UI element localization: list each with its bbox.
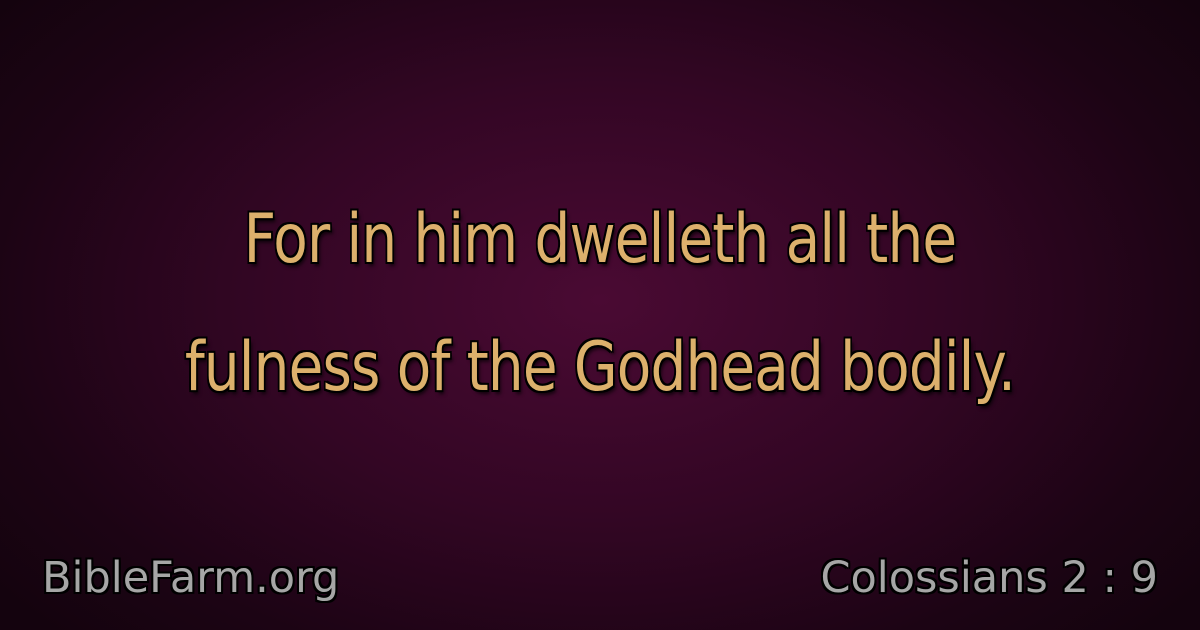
- verse-text: [102, 176, 1098, 432]
- verse-line-1: For in him dwelleth all the: [243, 200, 957, 279]
- site-name: BibleFarm.org: [42, 553, 340, 603]
- verse-reference: Colossians 2 : 9: [820, 553, 1158, 603]
- verse-line-2: fulness of the Godhead bodily.: [184, 328, 1016, 407]
